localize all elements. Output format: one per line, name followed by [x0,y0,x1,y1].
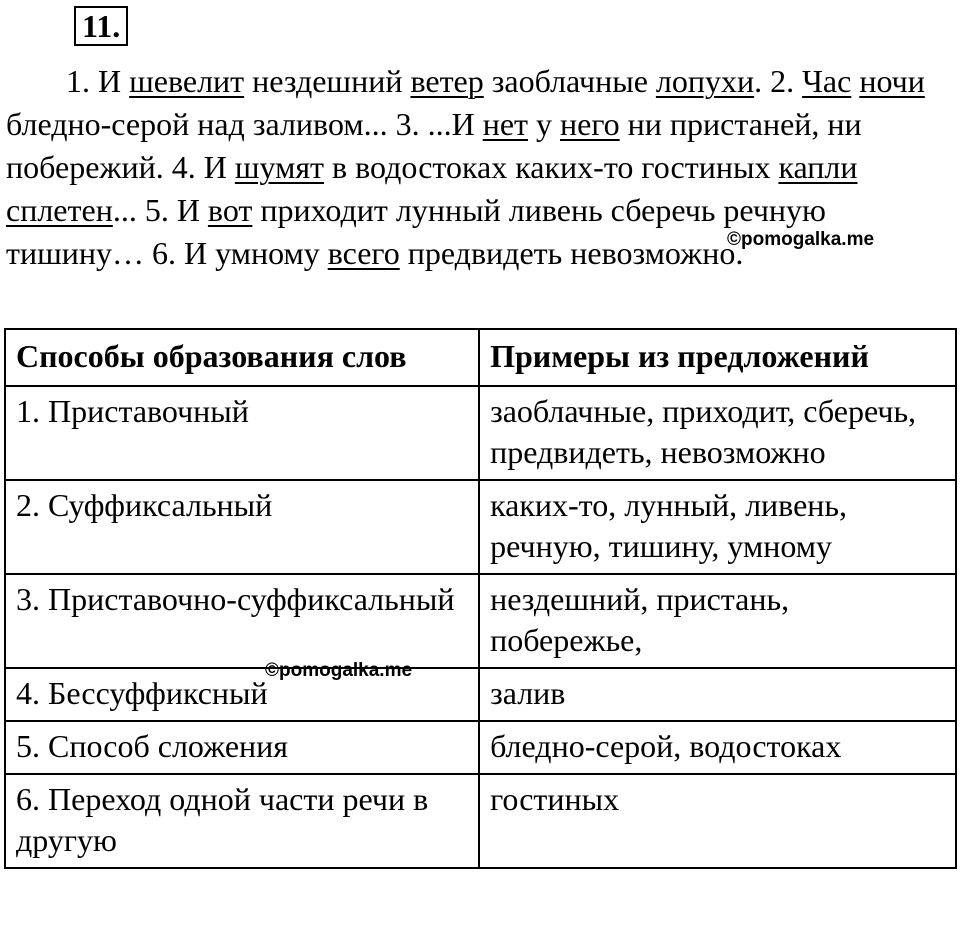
method-cell: 6. Переход одной части речи в другую [5,774,479,868]
examples-cell: бледно-серой, водостоках [479,721,956,774]
examples-cell: нездешний, пристань, побережье, [479,574,956,668]
table-row [5,668,956,721]
watermark: ©pomogalka.me [727,229,875,250]
text-fragment: приходит лунный ливень сберечь речную тишину… 6. И умному [6,192,826,271]
table-row [5,721,956,774]
table-row [5,386,956,480]
underlined-word: шумят [234,149,325,185]
underlined-word: вот [207,192,253,228]
underlined-word: всего [327,235,400,271]
underlined-word: ночи [859,63,925,99]
text-fragment: в водостоках каких-то гостиных [324,149,779,185]
method-cell: 1. Приставочный [5,386,479,480]
watermark: ©pomogalka.me [265,660,413,681]
header-methods: Способы образования слов [5,329,479,386]
task-number: 11. [74,6,128,46]
text-fragment: заоблачные [483,63,656,99]
word-formation-table [4,328,957,869]
underlined-word: него [560,106,620,142]
table-header-row [5,329,956,386]
text-fragment: 1. И [66,63,130,99]
table-row [5,480,956,574]
text-fragment: . 2. [754,63,803,99]
underlined-word: шевелит [129,63,245,99]
examples-cell: гостиных [479,774,956,868]
examples-cell: заоблачные, приходит, сберечь, предвидеть, невозможно [479,386,956,480]
underlined-word: ветер [410,63,484,99]
underlined-word: Час [802,63,852,99]
text-fragment: у [528,106,560,142]
underlined-word: нет [482,106,528,142]
text-fragment: предвидеть невозможно. [399,235,744,271]
method-cell: 5. Способ сложения [5,721,479,774]
examples-cell: залив [479,668,956,721]
header-examples: Примеры из предложений [479,329,956,386]
method-cell: 4. Бессуффиксный [5,668,479,721]
text-fragment: нездешний [244,63,411,99]
underlined-word: капли [778,149,858,185]
text-fragment: ... 5. И [112,192,208,228]
table-row [5,574,956,668]
underlined-word: сплетен [6,192,113,228]
text-fragment: бледно-серой над заливом... 3. ...И [6,106,483,142]
text-fragment: ни пристаней, ни побережий. 4. И [6,106,862,185]
examples-cell: каких-то, лунный, ливень, речную, тишину, умному [479,480,956,574]
method-cell: 2. Суффиксальный [5,480,479,574]
method-cell: 3. Приставочно-суффиксальный [5,574,479,668]
underlined-word: лопухи [655,63,755,99]
table-row [5,774,956,868]
